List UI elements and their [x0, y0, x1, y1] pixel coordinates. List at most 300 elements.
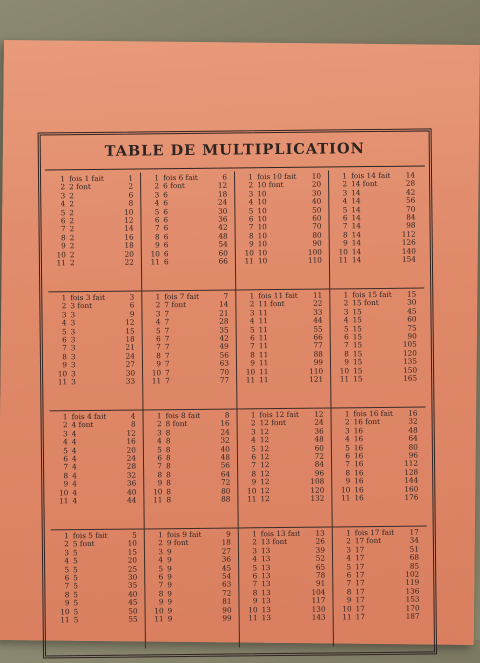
operand-label: fois 13 fait	[260, 528, 301, 539]
product: 144	[404, 475, 419, 485]
product: 51	[409, 544, 419, 554]
product: 14	[124, 223, 134, 234]
operand-label: 16	[354, 459, 364, 469]
product: 49	[219, 341, 229, 352]
product: 25	[127, 564, 138, 574]
multiplier: 10	[56, 249, 66, 260]
operand-label: 5	[73, 589, 79, 600]
operand-label: 12	[259, 435, 270, 445]
product: 48	[218, 231, 228, 241]
multiplier: 8	[158, 589, 164, 599]
operand-label: 14	[351, 230, 361, 240]
operand-label: 6	[163, 189, 168, 200]
product: 52	[315, 553, 326, 563]
multiplier: 7	[62, 343, 67, 353]
operand-label: 5	[73, 615, 79, 625]
product: 135	[403, 356, 418, 366]
operand-label: fois 8 fait	[165, 410, 201, 421]
table-block-3	[48, 291, 143, 411]
multiplier: 5	[61, 326, 67, 336]
table-row	[242, 495, 329, 504]
multiplier: 2	[64, 539, 69, 549]
operand-label: 15	[352, 357, 363, 367]
operand-label: 11	[258, 333, 269, 343]
table-block-9	[145, 528, 240, 648]
multiplier: 9	[250, 358, 256, 368]
product: 34	[409, 535, 419, 546]
multiplier: 7	[60, 224, 66, 234]
multiplier: 5	[342, 204, 348, 214]
product: 20	[311, 179, 322, 190]
multiplier: 1	[158, 530, 163, 540]
operand-label: 10	[257, 239, 268, 249]
table-row	[338, 613, 426, 622]
product: 96	[314, 468, 325, 478]
multiplier: 9	[249, 239, 254, 249]
product: 85	[409, 561, 420, 571]
product: 130	[311, 604, 326, 614]
product: 24	[314, 417, 324, 428]
operand-label: 7	[164, 308, 170, 319]
product: 60	[218, 248, 228, 258]
product: 160	[404, 484, 419, 494]
table-block-17	[333, 526, 428, 646]
multiplier: 8	[345, 468, 351, 478]
operand-label: 16	[354, 467, 364, 478]
operand-label: fois 16 fait	[353, 408, 393, 419]
product: 6	[128, 190, 134, 200]
multiplier: 10	[58, 487, 69, 497]
product: 40	[311, 196, 322, 206]
multiplier: 7	[157, 461, 163, 471]
operand-label: 4	[72, 496, 78, 506]
product: 63	[221, 579, 232, 590]
table-row	[336, 494, 424, 503]
multiplier: 9	[156, 359, 162, 369]
multiplier: 10	[57, 368, 68, 378]
product: 32	[126, 470, 137, 480]
multiplier: 10	[342, 603, 352, 614]
product: 91	[315, 578, 326, 589]
multiplier: 4	[345, 434, 350, 444]
product: 40	[220, 444, 230, 454]
operand-label: 9	[167, 580, 173, 590]
multiplier: 6	[342, 213, 348, 223]
multiplier: 5	[346, 561, 352, 571]
product: 7	[223, 291, 229, 301]
multiplier: 8	[157, 470, 163, 480]
multiplier: 11	[153, 495, 163, 505]
product: 2	[128, 181, 134, 191]
multiplier: 5	[345, 442, 350, 452]
operand-label: 9	[167, 572, 172, 582]
operand-label: 15	[352, 340, 363, 350]
multiplier: 3	[252, 546, 258, 556]
operand-label: 11	[258, 341, 269, 351]
operand-label: 14	[351, 238, 362, 248]
product: 15	[406, 289, 417, 299]
product: 187	[405, 611, 420, 621]
operand-label: 2	[69, 190, 74, 201]
product: 55	[313, 324, 323, 334]
product: 65	[315, 562, 326, 572]
product: 60	[407, 314, 417, 324]
operand-label: 3	[70, 335, 76, 345]
multiplier: 6	[156, 334, 161, 344]
operand-label: 13	[261, 587, 271, 598]
operand-label: 10	[257, 222, 267, 232]
product: 72	[314, 451, 325, 461]
table-block-8	[143, 409, 238, 529]
multiplier: 5	[154, 206, 160, 216]
multiplier: 3	[251, 427, 256, 437]
product: 80	[220, 486, 231, 496]
product: 84	[406, 212, 416, 222]
multiplier: 3	[61, 310, 67, 320]
multiplier: 8	[64, 590, 70, 600]
product: 119	[405, 578, 420, 588]
product: 16	[220, 418, 230, 429]
product: 32	[408, 416, 418, 427]
multiplier: 5	[343, 323, 349, 333]
multiplier: 8	[248, 231, 254, 241]
product: 153	[405, 594, 420, 604]
multiplier: 2	[249, 299, 255, 309]
product: 26	[315, 536, 325, 547]
table-row	[244, 614, 331, 623]
multiplier: 8	[252, 588, 258, 598]
operand-label: fois 14 fait	[350, 170, 391, 181]
table-block-13	[239, 527, 334, 647]
product: 28	[405, 178, 416, 189]
operand-label: 4	[71, 428, 77, 439]
product: 6	[222, 172, 228, 182]
multiplier: 1	[248, 172, 254, 182]
multiplier: 4	[64, 556, 70, 566]
product: 99	[222, 613, 232, 623]
multiplier: 3	[343, 307, 349, 317]
operand-label: 2	[69, 216, 75, 226]
multiplier: 10	[151, 367, 162, 378]
operand-label: 15	[352, 306, 362, 317]
table-block-12	[237, 408, 332, 528]
product: 154	[401, 254, 416, 264]
table-block-5	[51, 529, 146, 649]
product: 112	[401, 229, 416, 239]
product: 42	[219, 333, 229, 343]
operand-label: 9	[167, 605, 173, 615]
multiplier: 4	[248, 197, 254, 207]
multiplier: 7	[251, 460, 257, 470]
product: 99	[313, 357, 324, 367]
operand-label: 4	[72, 479, 77, 489]
multiplier: 6	[62, 335, 67, 345]
multiplier: 8	[60, 233, 66, 243]
product: 140	[401, 246, 416, 256]
operand-label: 14 font	[351, 179, 378, 189]
operand-label: 17	[354, 553, 365, 563]
product: 28	[126, 461, 137, 472]
operand-label: 14	[351, 213, 361, 223]
product: 10	[311, 171, 322, 181]
operand-label: 4	[71, 454, 77, 464]
operand-label: 8	[165, 453, 171, 463]
multiplier: 7	[63, 462, 69, 472]
product: 4	[130, 411, 136, 421]
table-block-14	[329, 170, 424, 290]
product: 96	[408, 450, 419, 460]
operand-label: 13	[260, 554, 271, 564]
multiplier: 10	[244, 247, 254, 258]
multiplier: 9	[346, 595, 352, 605]
operand-label: 16	[354, 493, 364, 503]
operand-label: 16	[353, 434, 364, 444]
multiplier: 4	[61, 318, 67, 328]
operand-label: 9	[166, 546, 172, 557]
operand-label: 11	[259, 366, 269, 376]
product: 54	[221, 571, 232, 581]
multiplier: 11	[339, 374, 350, 384]
product: 30	[127, 572, 138, 582]
product: 108	[310, 476, 325, 486]
operand-label: 16	[353, 425, 364, 436]
product: 14	[405, 170, 416, 180]
operand-label: 5	[73, 564, 78, 574]
product: 12	[314, 409, 324, 419]
product: 17	[409, 527, 419, 537]
product: 39	[315, 545, 326, 555]
operand-label: 16 font	[353, 417, 381, 427]
operand-label: 2 font	[69, 182, 91, 192]
multiplier: 5	[63, 445, 68, 455]
operand-label: 3	[71, 368, 76, 378]
operand-label: 2	[69, 241, 75, 251]
product: 9	[226, 529, 231, 539]
multiplier: 8	[156, 351, 161, 361]
multiplier: 11	[150, 257, 160, 267]
multiplier: 6	[252, 571, 258, 581]
multiplier: 1	[60, 174, 66, 184]
operand-label: 10	[257, 247, 268, 257]
multiplier: 7	[252, 579, 258, 589]
multiplier: 3	[157, 428, 162, 438]
multiplier: 9	[251, 477, 257, 487]
operand-label: 14	[351, 196, 361, 206]
multiplier: 11	[60, 615, 70, 625]
product: 36	[126, 478, 137, 488]
product: 6	[129, 300, 135, 310]
multiplier: 5	[158, 563, 164, 573]
multiplier: 6	[248, 214, 254, 224]
multiplier: 5	[249, 324, 255, 334]
operand-label: 7	[164, 325, 170, 335]
product: 50	[312, 205, 322, 215]
product: 33	[313, 307, 323, 317]
operand-label: 9	[167, 589, 173, 599]
product: 20	[124, 249, 134, 259]
operand-label: 13	[260, 545, 271, 556]
multiplier: 5	[251, 443, 256, 453]
product: 30	[125, 368, 136, 378]
table-row	[52, 259, 139, 268]
operand-label: 10	[257, 230, 268, 241]
multiplier: 6	[345, 451, 351, 461]
product: 64	[220, 469, 231, 479]
multiplier: 8	[344, 349, 349, 359]
operand-label: 9	[167, 555, 172, 565]
multiplier: 8	[62, 352, 67, 362]
operand-label: 15	[353, 365, 363, 375]
product: 27	[125, 359, 136, 369]
operand-label: 9 font	[166, 538, 189, 548]
multiplier: 10	[338, 246, 348, 257]
operand-label: 3	[70, 343, 76, 353]
product: 42	[405, 187, 416, 197]
multiplier: 6	[63, 454, 69, 464]
product: 56	[219, 350, 229, 360]
multiplier: 10	[340, 484, 351, 495]
multiplier: 11	[151, 376, 162, 386]
operand-label: 8	[166, 461, 171, 471]
product: 75	[407, 323, 417, 333]
multiplier: 3	[248, 189, 254, 199]
operand-label: 14	[351, 204, 361, 214]
product: 104	[311, 587, 326, 597]
product: 44	[313, 315, 323, 325]
operand-label: fois 5 fait	[72, 530, 108, 541]
operand-label: fois 1 fait	[69, 173, 104, 184]
operand-label: 7	[164, 317, 170, 327]
operand-label: 14	[351, 246, 362, 256]
product: 20	[127, 555, 138, 565]
multiplier: 7	[158, 580, 164, 590]
product: 20	[126, 445, 136, 455]
operand-label: 3	[70, 326, 76, 336]
operand-label: fois 4 fait	[71, 411, 107, 422]
multiplier: 8	[63, 471, 69, 481]
operand-label: 7	[164, 342, 170, 352]
product: 1	[128, 173, 134, 183]
table-block-10	[235, 170, 330, 290]
operand-label: 3	[70, 360, 76, 370]
operand-label: 4	[71, 445, 77, 455]
multiplier: 10	[150, 248, 160, 259]
operand-label: 15 font	[352, 298, 379, 308]
multiplier: 5	[157, 444, 162, 454]
operand-label: 13 font	[260, 537, 288, 547]
multiplier: 4	[346, 553, 352, 563]
operand-label: fois 9 fait	[166, 529, 202, 540]
operand-label: 17	[355, 595, 365, 605]
operand-label: 7	[164, 334, 170, 344]
product: 33	[125, 376, 136, 386]
tables-grid	[47, 170, 428, 650]
multiplier: 1	[61, 293, 67, 303]
product: 120	[310, 485, 325, 495]
multiplier: 10	[60, 606, 70, 616]
notebook-cover	[0, 40, 480, 645]
product: 18	[217, 189, 228, 199]
product: 36	[314, 426, 324, 436]
product: 48	[408, 425, 418, 435]
operand-label: 9	[167, 563, 172, 573]
multiplier: 3	[155, 309, 161, 319]
multiplier: 7	[156, 342, 161, 352]
product: 24	[220, 427, 230, 437]
operand-label: 5	[73, 581, 79, 591]
product: 170	[405, 603, 420, 613]
product: 110	[309, 366, 324, 376]
operand-label: 13	[261, 604, 271, 614]
multiplier: 9	[63, 479, 69, 489]
table-block-16	[331, 407, 426, 527]
multiplier: 11	[338, 255, 348, 265]
table-block-1	[47, 172, 142, 292]
operand-label: 16	[353, 442, 364, 452]
multiplier: 9	[344, 357, 350, 367]
operand-label: 11	[258, 358, 269, 368]
product: 45	[128, 597, 138, 607]
operand-label: 10	[257, 188, 267, 199]
product: 90	[222, 605, 232, 615]
multiplier: 5	[60, 207, 66, 217]
product: 136	[405, 586, 420, 596]
multiplier: 7	[248, 222, 254, 232]
product: 8	[224, 410, 230, 420]
product: 63	[219, 358, 230, 368]
operand-label: 16	[354, 476, 364, 486]
product: 112	[404, 459, 419, 469]
table-row	[241, 376, 328, 385]
multiplier: 8	[251, 469, 257, 479]
table-row	[146, 258, 233, 267]
operand-label: 5	[73, 556, 78, 566]
operand-label: 8	[165, 436, 171, 446]
product: 36	[218, 214, 228, 224]
product: 117	[311, 595, 326, 605]
multiplier: 1	[250, 410, 256, 420]
multiplier: 9	[252, 596, 258, 606]
operand-label: 17	[355, 561, 365, 571]
product: 66	[313, 332, 323, 342]
operand-label: 5	[72, 547, 78, 558]
multiplier: 2	[344, 417, 350, 427]
operand-label: 5	[73, 598, 79, 608]
product: 100	[307, 247, 322, 257]
multiplier: 11	[245, 375, 256, 385]
product: 132	[310, 493, 325, 503]
product: 55	[128, 614, 138, 624]
multiplier: 3	[64, 548, 70, 558]
operand-label: fois 6 fait	[163, 172, 198, 183]
operand-label: 14	[351, 255, 362, 265]
multiplier: 4	[343, 315, 349, 325]
operand-label: 8	[166, 486, 172, 496]
product: 45	[221, 563, 232, 573]
operand-label: 11	[258, 324, 268, 334]
multiplier: 3	[158, 547, 164, 557]
multiplier: 1	[249, 291, 255, 301]
table-block-7	[142, 290, 237, 410]
operand-label: 17	[354, 544, 365, 555]
product: 64	[408, 433, 418, 443]
multiplier: 2	[60, 182, 66, 192]
product: 24	[125, 351, 135, 361]
operand-label: fois 15 fait	[352, 289, 392, 300]
multiplier: 3	[346, 545, 351, 555]
operand-label: 10	[257, 214, 267, 224]
operand-label: 3	[70, 351, 76, 362]
